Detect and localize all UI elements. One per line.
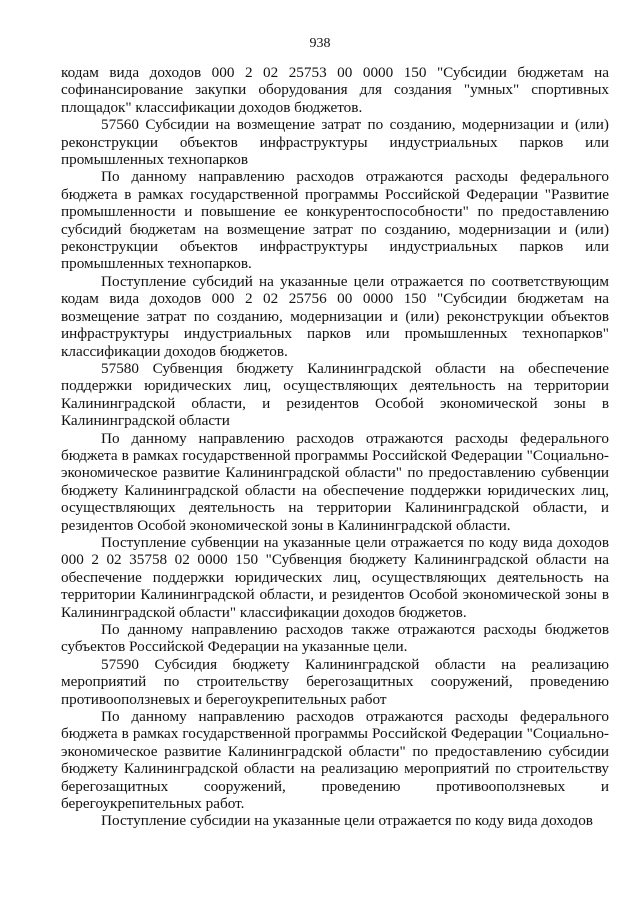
paragraph: кодам вида доходов 000 2 02 25753 00 0000 150 "Субсидии бюджетам на софинансирование закупки оборудования для создания "умных" спортивных площадок" классификации доходов бюджетов. (61, 64, 609, 116)
paragraph: По данному направлению расходов отражаются расходы федерального бюджета в рамках государственной программы Российской Федерации "Социально-экономическое развитие Калининградской области" по предоставлению субвенции бюджету Калининградской области на обеспечение поддержки юридических лиц, осуществляющих деятельность на территории Калининградской области, и резидентов Особой экономической зоны в Калининградской области. (61, 429, 609, 534)
paragraph: Поступление субсидии на указанные цели отражается по коду вида доходов (101, 812, 593, 830)
paragraph: По данному направлению расходов отражаются расходы федерального бюджета в рамках государственной программы Российской Федерации "Развитие промышленности и повышение ее конкурентоспособности" по предоставлению субсидий бюджетам на возмещение затрат по созданию, модернизации и (или) реконструкции объектов инфраструктуры индустриальных парков или промышленных технопарков. (61, 168, 609, 273)
document-body (61, 64, 609, 830)
paragraph: По данному направлению расходов отражаются расходы федерального бюджета в рамках государственной программы Российской Федерации "Социально-экономическое развитие Калининградской области" по предоставлению субсидии бюджету Калининградской области на реализацию мероприятий по строительству берегозащитных сооружений, проведению противооползневых и берегоукрепительных работ. (61, 708, 609, 813)
paragraph: Поступление субвенции на указанные цели отражается по коду вида доходов 000 2 02 35758 02 0000 150 "Субвенция бюджету Калининградской области на обеспечение поддержки юридических лиц, осуществляющих деятельность на территории Калининградской области, и резидентов Особой экономической зоны в Калининградской области" классификации доходов бюджетов. (61, 533, 609, 621)
paragraph: Поступление субсидий на указанные цели отражается по соответствующим кодам вида доходов 000 2 02 25756 00 0000 150 "Субсидии бюджетам на возмещение затрат по созданию, модернизации и (или) реконструкции объектов инфраструктуры индустриальных парков или промышленных технопарков" классификации доходов бюджетов. (61, 272, 609, 360)
paragraph: 57560 Субсидии на возмещение затрат по созданию, модернизации и (или) реконструкции объектов инфраструктуры индустриальных парков или промышленных технопарков (61, 116, 609, 169)
paragraph: 57590 Субсидия бюджету Калининградской области на реализацию мероприятий по строительству берегозащитных сооружений, проведению противооползневых и берегоукрепительных работ (61, 655, 609, 708)
paragraph: По данному направлению расходов также отражаются расходы бюджетов субъектов Российской Федерации на указанные цели. (61, 621, 609, 656)
page-number: 938 (309, 36, 331, 51)
paragraph: 57580 Субвенция бюджету Калининградской области на обеспечение поддержки юридических лиц, осуществляющих деятельность на территории Калининградской области, и резидентов Особой экономической зоны в Калининградской области (61, 359, 609, 430)
